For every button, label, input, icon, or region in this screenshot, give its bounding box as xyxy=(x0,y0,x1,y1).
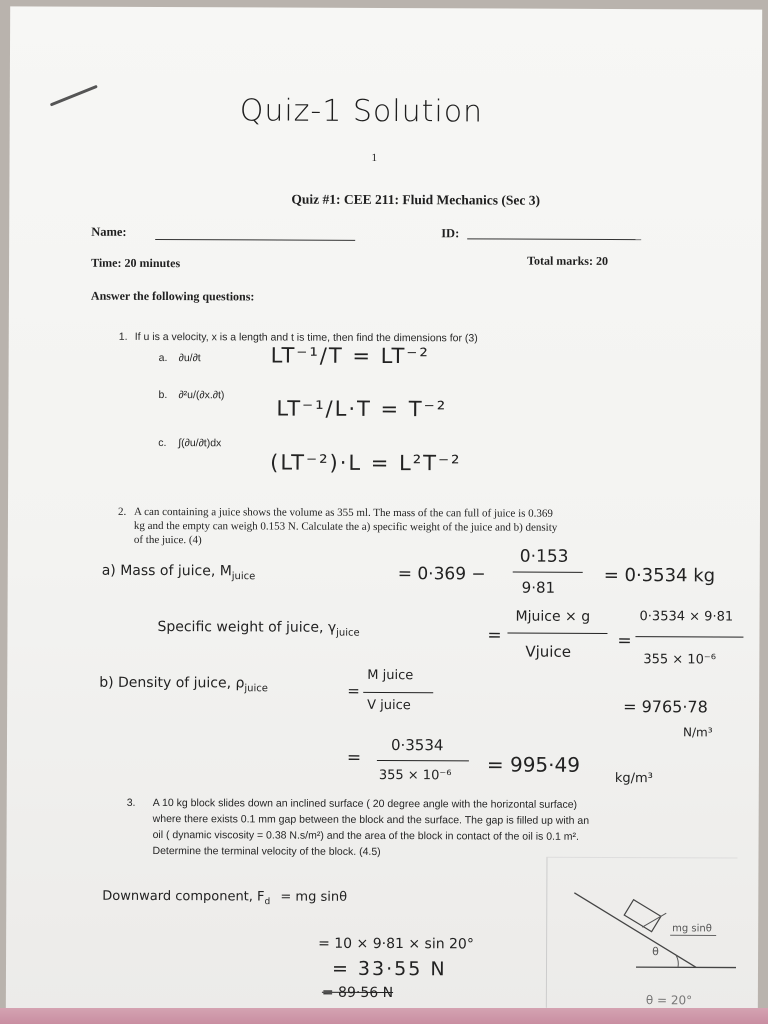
q1a-expression: ∂u/∂t xyxy=(178,352,201,365)
q3-line1-sub: d xyxy=(264,897,271,908)
id-field-line[interactable] xyxy=(467,238,641,240)
page-number: 1 xyxy=(371,151,378,164)
q1c-expression: ∫(∂u/∂t)dx xyxy=(178,437,222,450)
handwritten-title: Quiz-1 Solution xyxy=(239,93,484,130)
q1b-answer: LT⁻¹/L·T = T⁻² xyxy=(276,396,448,422)
q2-sw-fraction-bar-2 xyxy=(635,636,743,637)
q2-mass-sub: juice xyxy=(231,571,256,583)
q2-mass-result: = 0·3534 kg xyxy=(603,564,716,587)
q2-mass-label-text: a) Mass of juice, M xyxy=(101,562,232,580)
incline-force-label: mg sinθ xyxy=(672,923,712,935)
q2-text-line1: A can containing a juice shows the volume as 355 ml. The mass of the can full of juice is 0.369 xyxy=(133,505,553,520)
q1c-label: c. xyxy=(158,437,167,450)
q2-sw-unit: N/m³ xyxy=(683,725,713,740)
q2-sw-result: = 9765·78 xyxy=(623,697,708,717)
name-field-line[interactable] xyxy=(155,239,355,241)
q2-sw-denominator: Vjuice xyxy=(525,642,572,661)
incline-angle-label: θ xyxy=(652,945,659,959)
pen-stroke-mark xyxy=(50,83,100,109)
q3-downward-component xyxy=(102,889,347,908)
q2-sw-sub: juice xyxy=(336,627,360,639)
q2-mass-denominator: 9·81 xyxy=(521,578,556,597)
q2-sw-fraction-bar xyxy=(507,633,607,634)
q3-substitution: = 10 × 9·81 × sin 20° xyxy=(318,935,474,953)
q2-text-line3: of the juice. (4) xyxy=(133,533,202,547)
q3-text-line1: A 10 kg block slides down an inclined surface ( 20 degree angle with the horizontal surface) xyxy=(152,796,578,811)
q2-text-line2: kg and the empty can weigh 0.153 N. Calculate the a) specific weight of the juice and b) density xyxy=(133,519,558,534)
q2-number: 2. xyxy=(117,505,127,518)
q2-mass-numerator: 0·153 xyxy=(519,546,569,567)
q3-struck-result: = 89·56 N xyxy=(321,984,394,1002)
q3-number: 3. xyxy=(126,796,136,809)
name-label: Name: xyxy=(91,224,127,239)
q2-dens-denominator-2: 355 × 10⁻⁶ xyxy=(378,767,452,784)
q2-dens-equals: = xyxy=(347,681,360,700)
q2-dens-fraction-bar-2 xyxy=(377,760,469,761)
incline-theta-value: θ = 20° xyxy=(645,993,693,1008)
q2-sw-label-text: Specific weight of juice, γ xyxy=(157,619,337,636)
q2-sw-equals-2: = xyxy=(617,631,632,652)
id-label: ID: xyxy=(441,226,460,241)
q2-density-label xyxy=(99,675,268,695)
q2-sw-numerator-2: 0·3534 × 9·81 xyxy=(639,609,734,625)
q2-dens-equals-2: = xyxy=(346,747,362,768)
q2-dens-unit: kg/m³ xyxy=(614,771,653,787)
q1c-answer: (LT⁻²)·L = L²T⁻² xyxy=(270,450,462,476)
q3-text-line3: oil ( dynamic viscosity = 0.38 N.s/m²) and the area of the block in contact of the oil is 0.1 m². xyxy=(152,828,579,843)
q1b-label: b. xyxy=(158,389,168,402)
q1a-answer: LT⁻¹/T = LT⁻² xyxy=(270,343,430,369)
q2-mass-label xyxy=(102,563,256,582)
q2-sw-denominator-2: 355 × 10⁻⁶ xyxy=(643,652,716,668)
q3-text-line4: Determine the terminal velocity of the block. (4.5) xyxy=(152,844,381,858)
q3-line1-text: Downward component, F xyxy=(102,888,265,905)
q2-dens-result: = 995·49 xyxy=(486,752,581,777)
background-strip xyxy=(0,1008,768,1024)
q1-number: 1. xyxy=(118,330,128,343)
time-limit: Time: 20 minutes xyxy=(91,255,181,271)
q1a-label: a. xyxy=(158,352,168,365)
q2-dens-numerator: M juice xyxy=(367,667,414,684)
q3-line1-eq: = mg sinθ xyxy=(280,889,348,905)
quiz-heading: Quiz #1: CEE 211: Fluid Mechanics (Sec 3) xyxy=(291,191,541,208)
q2-sw-numerator: Mjuice × g xyxy=(515,608,591,625)
q2-dens-denominator: V juice xyxy=(367,697,411,714)
instruction-text: Answer the following questions: xyxy=(90,288,255,304)
incline-diagram xyxy=(566,879,747,1010)
quiz-sheet xyxy=(6,6,762,1015)
q1b-expression: ∂²u/(∂x.∂t) xyxy=(178,389,225,402)
q2-specific-weight-label xyxy=(157,619,359,639)
q2-dens-numerator-2: 0·3534 xyxy=(390,736,444,755)
q1-text: If u is a velocity, x is a length and t is time, then find the dimensions for (3) xyxy=(134,330,478,345)
q2-mass-equals: = 0·369 − xyxy=(397,564,486,585)
q2-sw-equals: = xyxy=(487,625,502,646)
q3-text-line2: where there exists 0.1 mm gap between the block and the surface. The gap is filled up with an xyxy=(152,812,590,827)
q2-dens-label-text: b) Density of juice, ρ xyxy=(99,674,245,692)
total-marks: Total marks: 20 xyxy=(527,253,609,268)
q2-dens-sub: juice xyxy=(244,683,268,695)
q2-dens-fraction-bar xyxy=(363,692,433,693)
q3-result: = 33·55 N xyxy=(331,957,447,981)
q2-mass-fraction-bar xyxy=(513,572,583,573)
